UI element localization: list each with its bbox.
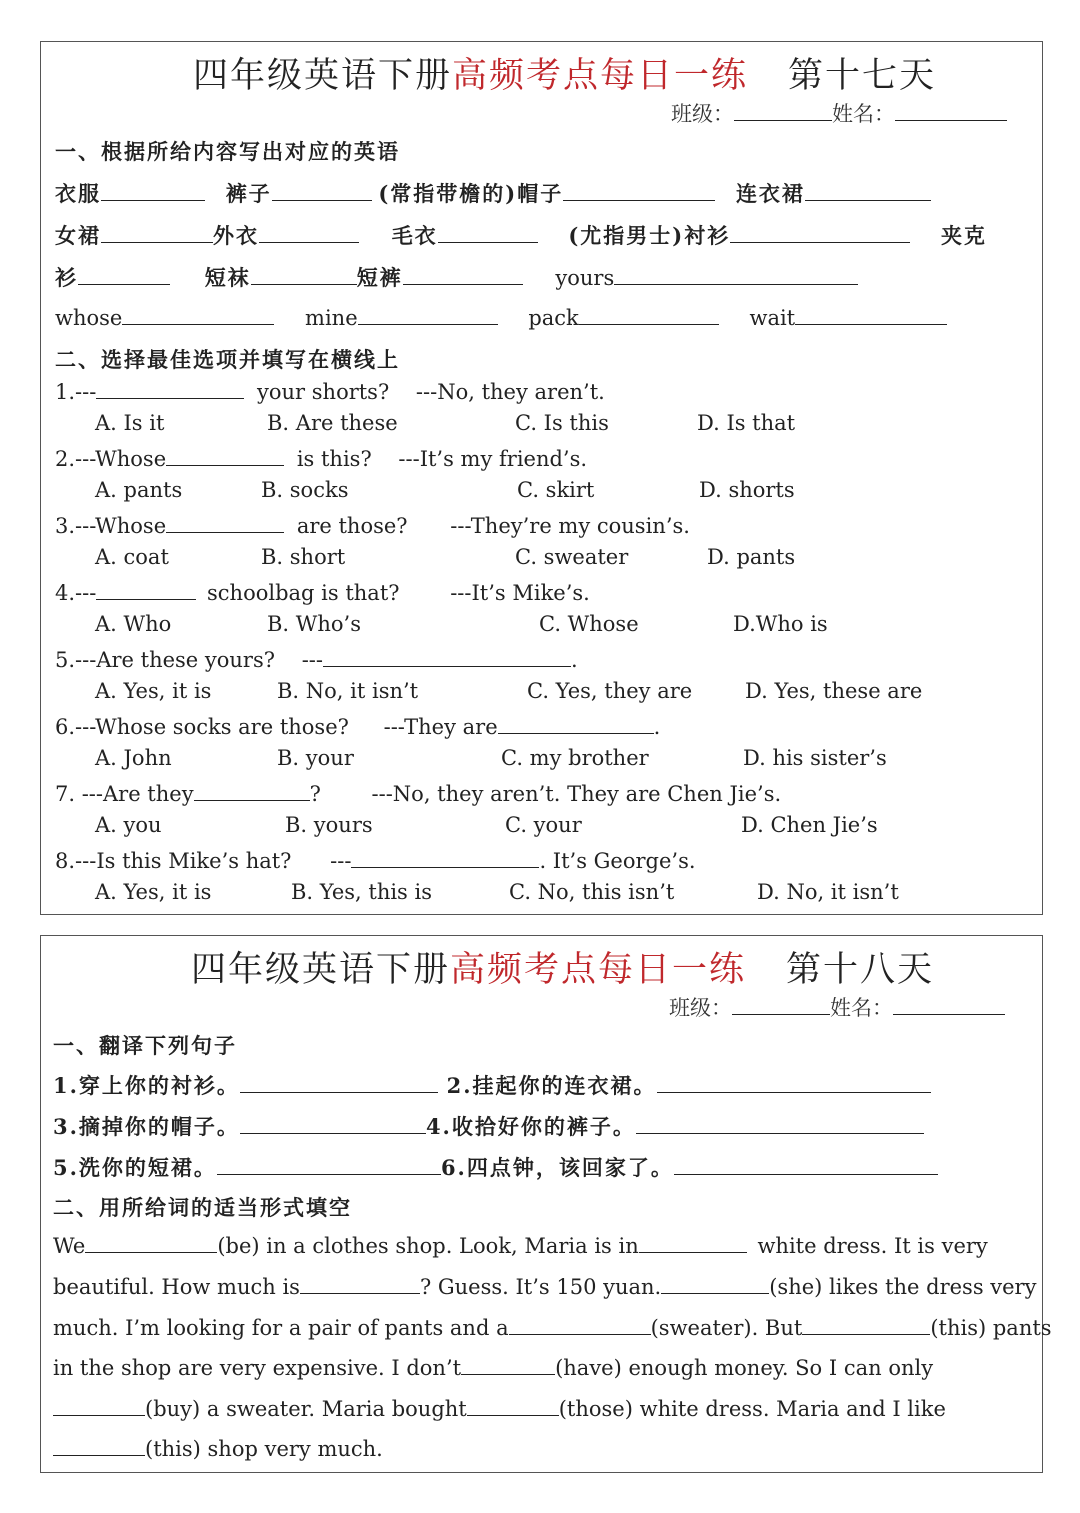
section1-title: 一、翻译下列句子 bbox=[53, 1033, 237, 1058]
section2-title: 二、选择最佳选项并填写在横线上 bbox=[55, 347, 400, 372]
question-7: 7. ---Are they ? ---No, they aren’t. They are Chen Jie’s. bbox=[55, 782, 782, 806]
class-blank[interactable] bbox=[734, 100, 832, 121]
q7-option-b[interactable]: B. yours bbox=[285, 813, 373, 837]
q7-option-c[interactable]: C. your bbox=[505, 813, 582, 837]
class-blank[interactable] bbox=[732, 994, 830, 1015]
q5-option-a[interactable]: A. Yes, it is bbox=[95, 679, 212, 703]
q1-option-c[interactable]: C. Is this bbox=[515, 411, 609, 435]
worksheet-title: 四年级英语下册高频考点每日一练 第十八天 bbox=[191, 950, 935, 990]
class-name-fields: 班级： 姓名： bbox=[671, 98, 1007, 128]
vocab-row-2: 女裙 外衣 毛衣 (尤指男士)衬衫 夹克 bbox=[55, 223, 987, 248]
translate-row-1: 1.穿上你的衬衫。 2.挂起你的连衣裙。 bbox=[53, 1070, 931, 1100]
q4-option-c[interactable]: C. Whose bbox=[539, 612, 639, 636]
passage-line-4: in the shop are very expensive. I don’t (have) enough money. So I can only bbox=[53, 1356, 934, 1380]
vocab-row-1: 衣服 裤子 (常指带檐的)帽子 连衣裙 bbox=[55, 178, 931, 208]
q1-option-a[interactable]: A. Is it bbox=[95, 411, 165, 435]
q6-option-d[interactable]: D. his sister’s bbox=[743, 746, 887, 770]
q4-option-d[interactable]: D.Who is bbox=[733, 612, 828, 636]
q8-option-b[interactable]: B. Yes, this is bbox=[291, 880, 433, 904]
q3-option-a[interactable]: A. coat bbox=[95, 545, 169, 569]
worksheet-title: 四年级英语下册高频考点每日一练 第十七天 bbox=[193, 56, 937, 96]
q1-option-b[interactable]: B. Are these bbox=[267, 411, 398, 435]
q5-option-d[interactable]: D. Yes, these are bbox=[745, 679, 923, 703]
name-blank[interactable] bbox=[893, 994, 1005, 1015]
question-8: 8.---Is this Mike’s hat? --- . It’s George’s. bbox=[55, 849, 696, 873]
section1-title: 一、根据所给内容写出对应的英语 bbox=[55, 139, 400, 164]
q8-option-c[interactable]: C. No, this isn’t bbox=[509, 880, 675, 904]
passage-line-1: We (be) in a clothes shop. Look, Maria is in white dress. It is very bbox=[53, 1234, 988, 1258]
class-name-fields: 班级： 姓名： bbox=[669, 992, 1005, 1022]
q8-option-d[interactable]: D. No, it isn’t bbox=[757, 880, 899, 904]
q6-option-b[interactable]: B. your bbox=[277, 746, 354, 770]
q7-option-d[interactable]: D. Chen Jie’s bbox=[741, 813, 878, 837]
q2-option-a[interactable]: A. pants bbox=[95, 478, 183, 502]
question-1: 1.--- your shorts? ---No, they aren’t. bbox=[55, 380, 605, 404]
vocab-row-3: 衫 短袜 短裤 yours bbox=[55, 262, 858, 292]
q7-option-a[interactable]: A. you bbox=[95, 813, 162, 837]
worksheet-day18 bbox=[40, 935, 1052, 1473]
q5-option-b[interactable]: B. No, it isn’t bbox=[277, 679, 419, 703]
q2-option-c[interactable]: C. skirt bbox=[517, 478, 595, 502]
vocab-row-4: whose mine pack wait bbox=[55, 304, 947, 330]
q1-option-d[interactable]: D. Is that bbox=[697, 411, 796, 435]
section2-title: 二、用所给词的适当形式填空 bbox=[53, 1195, 352, 1220]
q3-option-c[interactable]: C. sweater bbox=[515, 545, 629, 569]
question-5: 5.---Are these yours? --- . bbox=[55, 648, 578, 672]
translate-row-3: 5.洗你的短裙。 6.四点钟，该回家了。 bbox=[53, 1152, 938, 1182]
q4-option-b[interactable]: B. Who’s bbox=[267, 612, 361, 636]
q5-option-c[interactable]: C. Yes, they are bbox=[527, 679, 693, 703]
passage-line-3: much. I’m looking for a pair of pants and a (sweater). But (this) pants bbox=[53, 1316, 1052, 1340]
worksheet-day17 bbox=[40, 41, 1043, 915]
q6-option-c[interactable]: C. my brother bbox=[501, 746, 649, 770]
passage-line-6: (this) shop very much. bbox=[53, 1435, 383, 1461]
q4-option-a[interactable]: A. Who bbox=[95, 612, 172, 636]
question-6: 6.---Whose socks are those? ---They are . bbox=[55, 715, 661, 739]
answer-blank[interactable] bbox=[96, 378, 244, 399]
q8-option-a[interactable]: A. Yes, it is bbox=[95, 880, 212, 904]
passage-line-5: (buy) a sweater. Maria bought (those) white dress. Maria and I like bbox=[53, 1395, 946, 1421]
question-4: 4.--- schoolbag is that? ---It’s Mike’s. bbox=[55, 581, 590, 605]
name-blank[interactable] bbox=[895, 100, 1007, 121]
question-3: 3.---Whose are those? ---They’re my cousin’s. bbox=[55, 514, 690, 538]
translate-row-2: 3.摘掉你的帽子。 4.收拾好你的裤子。 bbox=[53, 1111, 924, 1141]
q2-option-b[interactable]: B. socks bbox=[261, 478, 349, 502]
passage-line-2: beautiful. How much is ? Guess. It’s 150 yuan. (she) likes the dress very bbox=[53, 1275, 1037, 1299]
question-2: 2.---Whose is this? ---It’s my friend’s. bbox=[55, 447, 588, 471]
q6-option-a[interactable]: A. John bbox=[95, 746, 172, 770]
q3-option-b[interactable]: B. short bbox=[261, 545, 346, 569]
q3-option-d[interactable]: D. pants bbox=[707, 545, 796, 569]
q2-option-d[interactable]: D. shorts bbox=[699, 478, 795, 502]
